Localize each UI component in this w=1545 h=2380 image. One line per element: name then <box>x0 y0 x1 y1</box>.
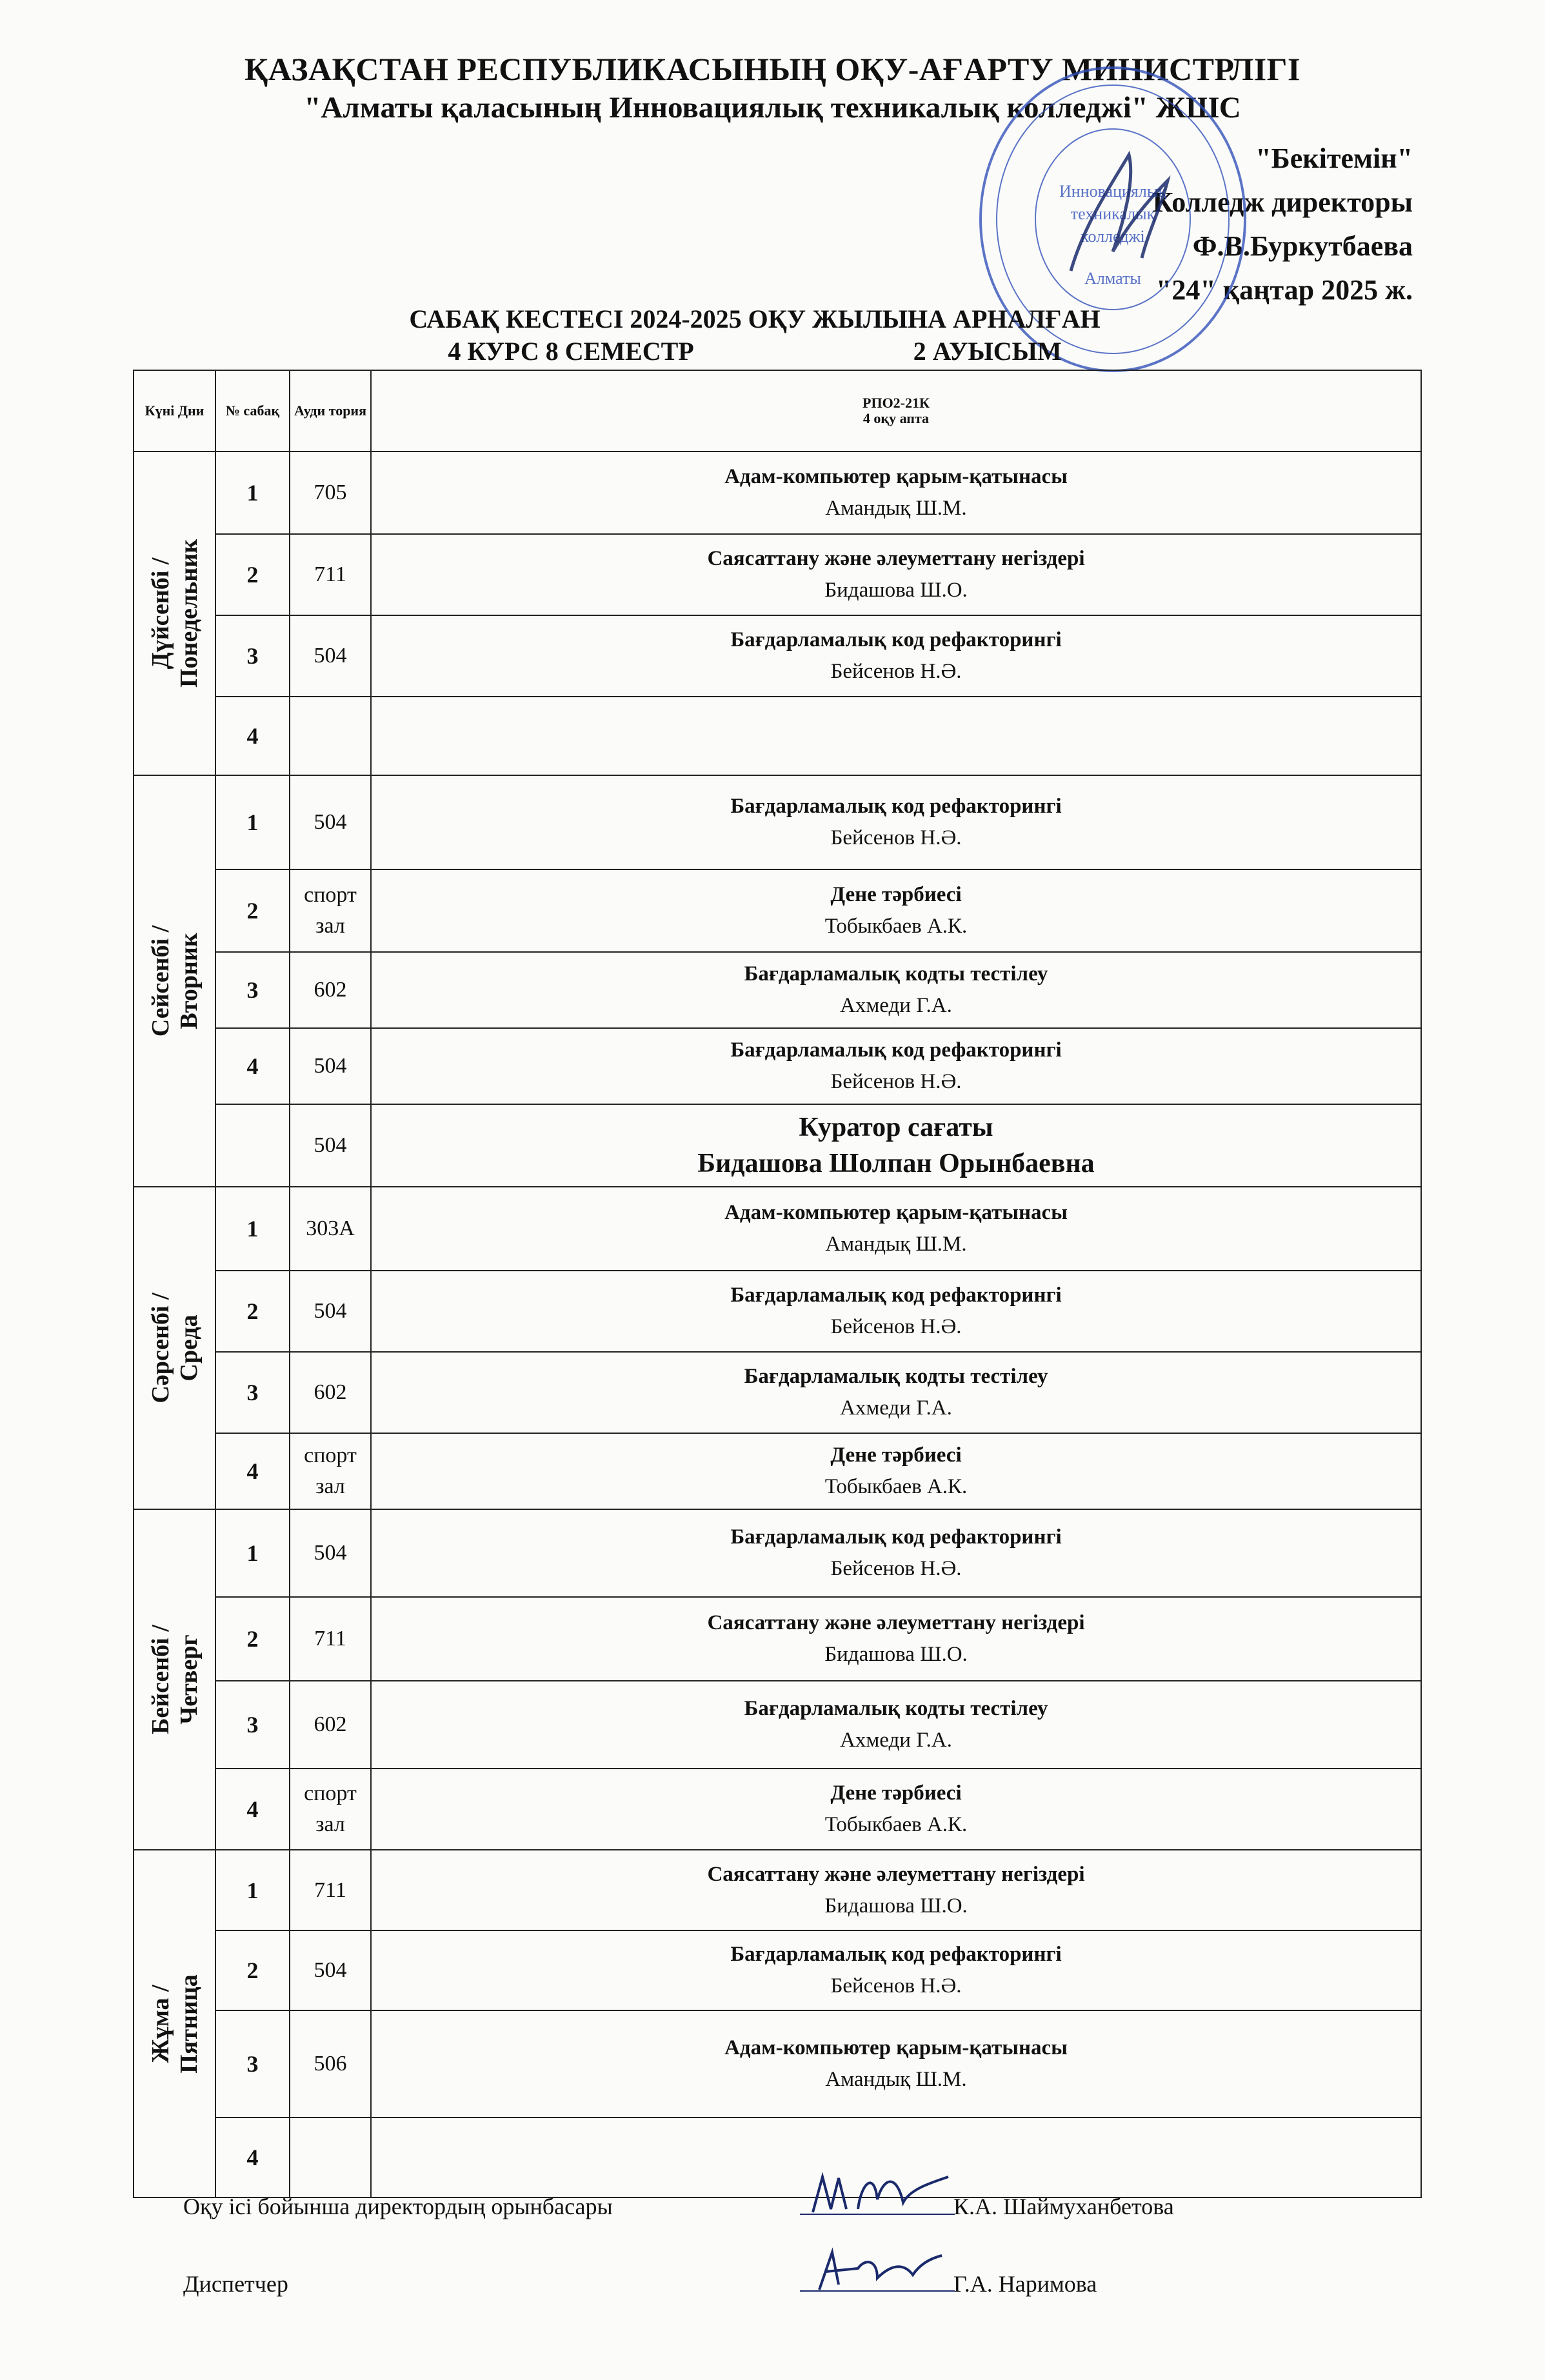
day-cell <box>134 775 215 1187</box>
table-header-row <box>134 370 1421 451</box>
subject-name: Адам-компьютер қарым-қатынасы <box>724 2036 1068 2059</box>
college-name: "Алматы қаласының Инновациялық техникалық колледжі" ЖШС <box>304 91 1241 124</box>
subject-name: Адам-компьютер қарым-қатынасы <box>724 1201 1068 1224</box>
lesson-number: 1 <box>215 1509 290 1597</box>
table-row <box>134 1769 1421 1850</box>
day-label <box>146 1293 203 1403</box>
lesson-cell <box>371 697 1421 775</box>
teacher-name: Амандық Ш.М. <box>825 2068 967 2091</box>
subject-name: Дене тәрбиесі <box>830 1781 962 1805</box>
teacher-name: Ахмеди Г.А. <box>840 1729 952 1752</box>
lesson-cell <box>371 534 1421 615</box>
room-number: 504 <box>290 615 371 697</box>
lesson-cell <box>371 1681 1421 1769</box>
day-name-kz: Дүйсенбі / <box>146 557 174 669</box>
table-row <box>134 1597 1421 1681</box>
day-name-kz: Сәрсенбі / <box>146 1293 174 1403</box>
teacher-name: Амандық Ш.М. <box>825 1233 967 1256</box>
room-number: 705 <box>290 451 371 534</box>
lesson-number: 1 <box>215 451 290 534</box>
room-number: 711 <box>290 1850 371 1930</box>
room-number: 504 <box>290 1028 371 1104</box>
lesson-number: 4 <box>215 1769 290 1850</box>
lesson-cell <box>371 1509 1421 1597</box>
day-cell <box>134 451 215 775</box>
teacher-name: Бидашова Ш.О. <box>824 1643 968 1666</box>
day-name-kz: Бейсенбі / <box>146 1625 174 1734</box>
lesson-cell <box>371 952 1421 1028</box>
lesson-number: 3 <box>215 952 290 1028</box>
day-label <box>146 539 203 688</box>
lesson-cell <box>371 775 1421 869</box>
ministry-heading: ҚАЗАҚСТАН РЕСПУБЛИКАСЫНЫҢ ОҚУ-АҒАРТУ МИНИСТРЛІГІ <box>244 51 1301 87</box>
subject-name: Адам-компьютер қарым-қатынасы <box>724 465 1068 488</box>
table-row <box>134 451 1421 534</box>
teacher-name: Бейсенов Н.Ә. <box>830 826 962 849</box>
room-number: 303А <box>290 1187 371 1271</box>
subject-name: Бағдарламалық код рефакторингі <box>730 1038 1062 1062</box>
stamp-line-2: техникалық <box>1070 204 1155 223</box>
head-day: Күні Дни <box>134 370 215 451</box>
lesson-number: 4 <box>215 697 290 775</box>
stamp-line-3: колледжі <box>1081 227 1145 246</box>
schedule-title <box>361 303 1148 368</box>
lesson-cell <box>371 869 1421 952</box>
subject-name: Бағдарламалық код рефакторингі <box>730 1525 1062 1549</box>
room-number: спорт зал <box>290 1769 371 1850</box>
day-name-ru: Четверг <box>175 1634 203 1725</box>
lesson-cell <box>371 1597 1421 1681</box>
teacher-name: Бейсенов Н.Ә. <box>830 1070 962 1093</box>
teacher-name: Тобыкбаев А.К. <box>824 915 968 938</box>
day-label <box>146 926 203 1036</box>
subject-name: Бағдарламалық код рефакторингі <box>730 628 1062 651</box>
dispatcher-role: Диспетчер <box>183 2271 288 2297</box>
subject-name: Саясаттану және әлеуметтану негіздері <box>707 1611 1085 1634</box>
lesson-cell <box>371 1433 1421 1509</box>
table-row <box>134 775 1421 869</box>
subject-name: Дене тәрбиесі <box>830 1443 962 1467</box>
table-row <box>134 869 1421 952</box>
table-row <box>134 1187 1421 1271</box>
lesson-cell <box>371 451 1421 534</box>
table-row <box>134 615 1421 697</box>
deputy-name: К.А. Шаймуханбетова <box>953 2194 1174 2219</box>
approval-date: "24" қаңтар 2025 ж. <box>1155 274 1413 306</box>
lesson-number: 1 <box>215 775 290 869</box>
curator-name: Бидашова Шолпан Орынбаевна <box>697 1149 1095 1178</box>
approval-director-name: Ф.В.Буркутбаева <box>1192 230 1413 262</box>
lesson-number: 3 <box>215 615 290 697</box>
room-number: 506 <box>290 2010 371 2117</box>
stamp-line-1: Инновациялық <box>1059 182 1166 201</box>
lesson-cell <box>371 1352 1421 1433</box>
group-heading <box>371 370 1421 451</box>
subject-name: Бағдарламалық кодты тестілеу <box>744 1697 1048 1720</box>
week-label: 4 оқу апта <box>862 410 930 426</box>
teacher-name: Бидашова Ш.О. <box>824 579 968 602</box>
lesson-cell <box>371 1187 1421 1271</box>
room-number <box>290 697 371 775</box>
lesson-number: 3 <box>215 1352 290 1433</box>
table-row <box>134 1271 1421 1352</box>
room-number <box>290 2117 371 2197</box>
subject-name: Бағдарламалық код рефакторингі <box>730 1943 1062 1966</box>
lesson-number: 2 <box>215 1271 290 1352</box>
day-name-kz: Жұма / <box>146 1984 174 2063</box>
lesson-number: 3 <box>215 2010 290 2117</box>
curator-cell <box>371 1104 1421 1187</box>
lesson-number: 2 <box>215 534 290 615</box>
subject-name: Бағдарламалық кодты тестілеу <box>744 962 1048 986</box>
lesson-number: 4 <box>215 1433 290 1509</box>
schedule-title-main: САБАҚ КЕСТЕСІ 2024-2025 ОҚУ ЖЫЛЫНА АРНАЛҒАН <box>409 304 1101 333</box>
room-number: 711 <box>290 1597 371 1681</box>
lesson-cell <box>371 615 1421 697</box>
day-label <box>146 1974 203 2073</box>
room-number: 504 <box>290 1509 371 1597</box>
table-row <box>134 2117 1421 2197</box>
room-number: спорт зал <box>290 869 371 952</box>
subject-name: Бағдарламалық кодты тестілеу <box>744 1365 1048 1388</box>
subject-name: Саясаттану және әлеуметтану негіздері <box>707 547 1085 570</box>
day-cell <box>134 1187 215 1509</box>
table-row <box>134 952 1421 1028</box>
room-number: 602 <box>290 1681 371 1769</box>
table-row <box>134 2010 1421 2117</box>
lesson-number: 4 <box>215 1028 290 1104</box>
day-label <box>146 1625 203 1734</box>
lesson-cell <box>371 1769 1421 1850</box>
schedule-table <box>133 370 1422 2198</box>
deputy-signature <box>800 2164 955 2228</box>
lesson-number: 1 <box>215 1187 290 1271</box>
curator-room: 504 <box>290 1104 371 1187</box>
teacher-name: Ахмеди Г.А. <box>840 1396 952 1420</box>
shift: 2 АУЫСЫМ <box>913 337 1062 366</box>
table-row <box>134 1850 1421 1930</box>
room-number: 602 <box>290 952 371 1028</box>
room-number: спорт зал <box>290 1433 371 1509</box>
table-row <box>134 1681 1421 1769</box>
room-number: 711 <box>290 534 371 615</box>
room-number: 602 <box>290 1352 371 1433</box>
lesson-number: 2 <box>215 1930 290 2010</box>
subject-name: Дене тәрбиесі <box>830 883 962 906</box>
head-room: Ауди тория <box>290 370 371 451</box>
head-lesson-number: № сабақ <box>215 370 290 451</box>
stamp-line-4: Алматы <box>1084 269 1141 288</box>
lesson-cell <box>371 1930 1421 2010</box>
curator-title: Куратор сағаты <box>799 1113 993 1142</box>
lesson-number: 2 <box>215 869 290 952</box>
subject-name: Бағдарламалық код рефакторингі <box>730 795 1062 818</box>
day-name-ru: Среда <box>175 1314 203 1382</box>
teacher-name: Ахмеди Г.А. <box>840 994 952 1017</box>
lesson-number: 1 <box>215 1850 290 1930</box>
lesson-cell <box>371 1271 1421 1352</box>
teacher-name: Бидашова Ш.О. <box>824 1894 968 1918</box>
room-number: 504 <box>290 1271 371 1352</box>
lesson-number: 4 <box>215 2117 290 2197</box>
table-row <box>134 697 1421 775</box>
day-name-ru: Пятница <box>175 1974 203 2074</box>
day-name-ru: Вторник <box>175 933 203 1029</box>
teacher-name: Бейсенов Н.Ә. <box>830 1315 962 1338</box>
room-number: 504 <box>290 775 371 869</box>
lesson-number: 2 <box>215 1597 290 1681</box>
approval-position: Колледж директоры <box>1152 186 1413 218</box>
approval-word: "Бекітемін" <box>1255 143 1413 174</box>
teacher-name: Тобыкбаев А.К. <box>824 1475 968 1498</box>
table-row <box>134 534 1421 615</box>
teacher-name: Амандық Ш.М. <box>825 497 967 520</box>
table-row <box>134 1352 1421 1433</box>
day-cell <box>134 1850 215 2197</box>
day-name-kz: Сейсенбі / <box>146 925 174 1037</box>
room-number: 504 <box>290 1930 371 2010</box>
subject-name: Бағдарламалық код рефакторингі <box>730 1284 1062 1307</box>
day-name-ru: Понедельник <box>175 539 203 688</box>
curator-row <box>134 1104 1421 1187</box>
table-row <box>134 1028 1421 1104</box>
schedule-subtitle <box>361 335 1148 368</box>
lesson-cell <box>371 1850 1421 1930</box>
subject-name: Саясаттану және әлеуметтану негіздері <box>707 1862 1085 1886</box>
schedule-body <box>134 370 1421 2197</box>
deputy-role: Оқу ісі бойынша директордың орынбасары <box>183 2194 613 2219</box>
teacher-name: Бейсенов Н.Ә. <box>830 1557 962 1580</box>
teacher-name: Бейсенов Н.Ә. <box>830 1974 962 1998</box>
dispatcher-signature <box>800 2239 955 2304</box>
curator-number-empty <box>215 1104 290 1187</box>
day-cell <box>134 1509 215 1850</box>
lesson-cell <box>371 1028 1421 1104</box>
table-row <box>134 1509 1421 1597</box>
group-name: РПО2-21К <box>862 395 930 411</box>
teacher-name: Бейсенов Н.Ә. <box>830 660 962 683</box>
teacher-name: Тобыкбаев А.К. <box>824 1813 968 1836</box>
table-row <box>134 1433 1421 1509</box>
lesson-cell <box>371 2010 1421 2117</box>
dispatcher-name: Г.А. Наримова <box>953 2271 1097 2297</box>
table-row <box>134 1930 1421 2010</box>
course-semester: 4 КУРС 8 СЕМЕСТР <box>448 337 694 366</box>
lesson-number: 3 <box>215 1681 290 1769</box>
